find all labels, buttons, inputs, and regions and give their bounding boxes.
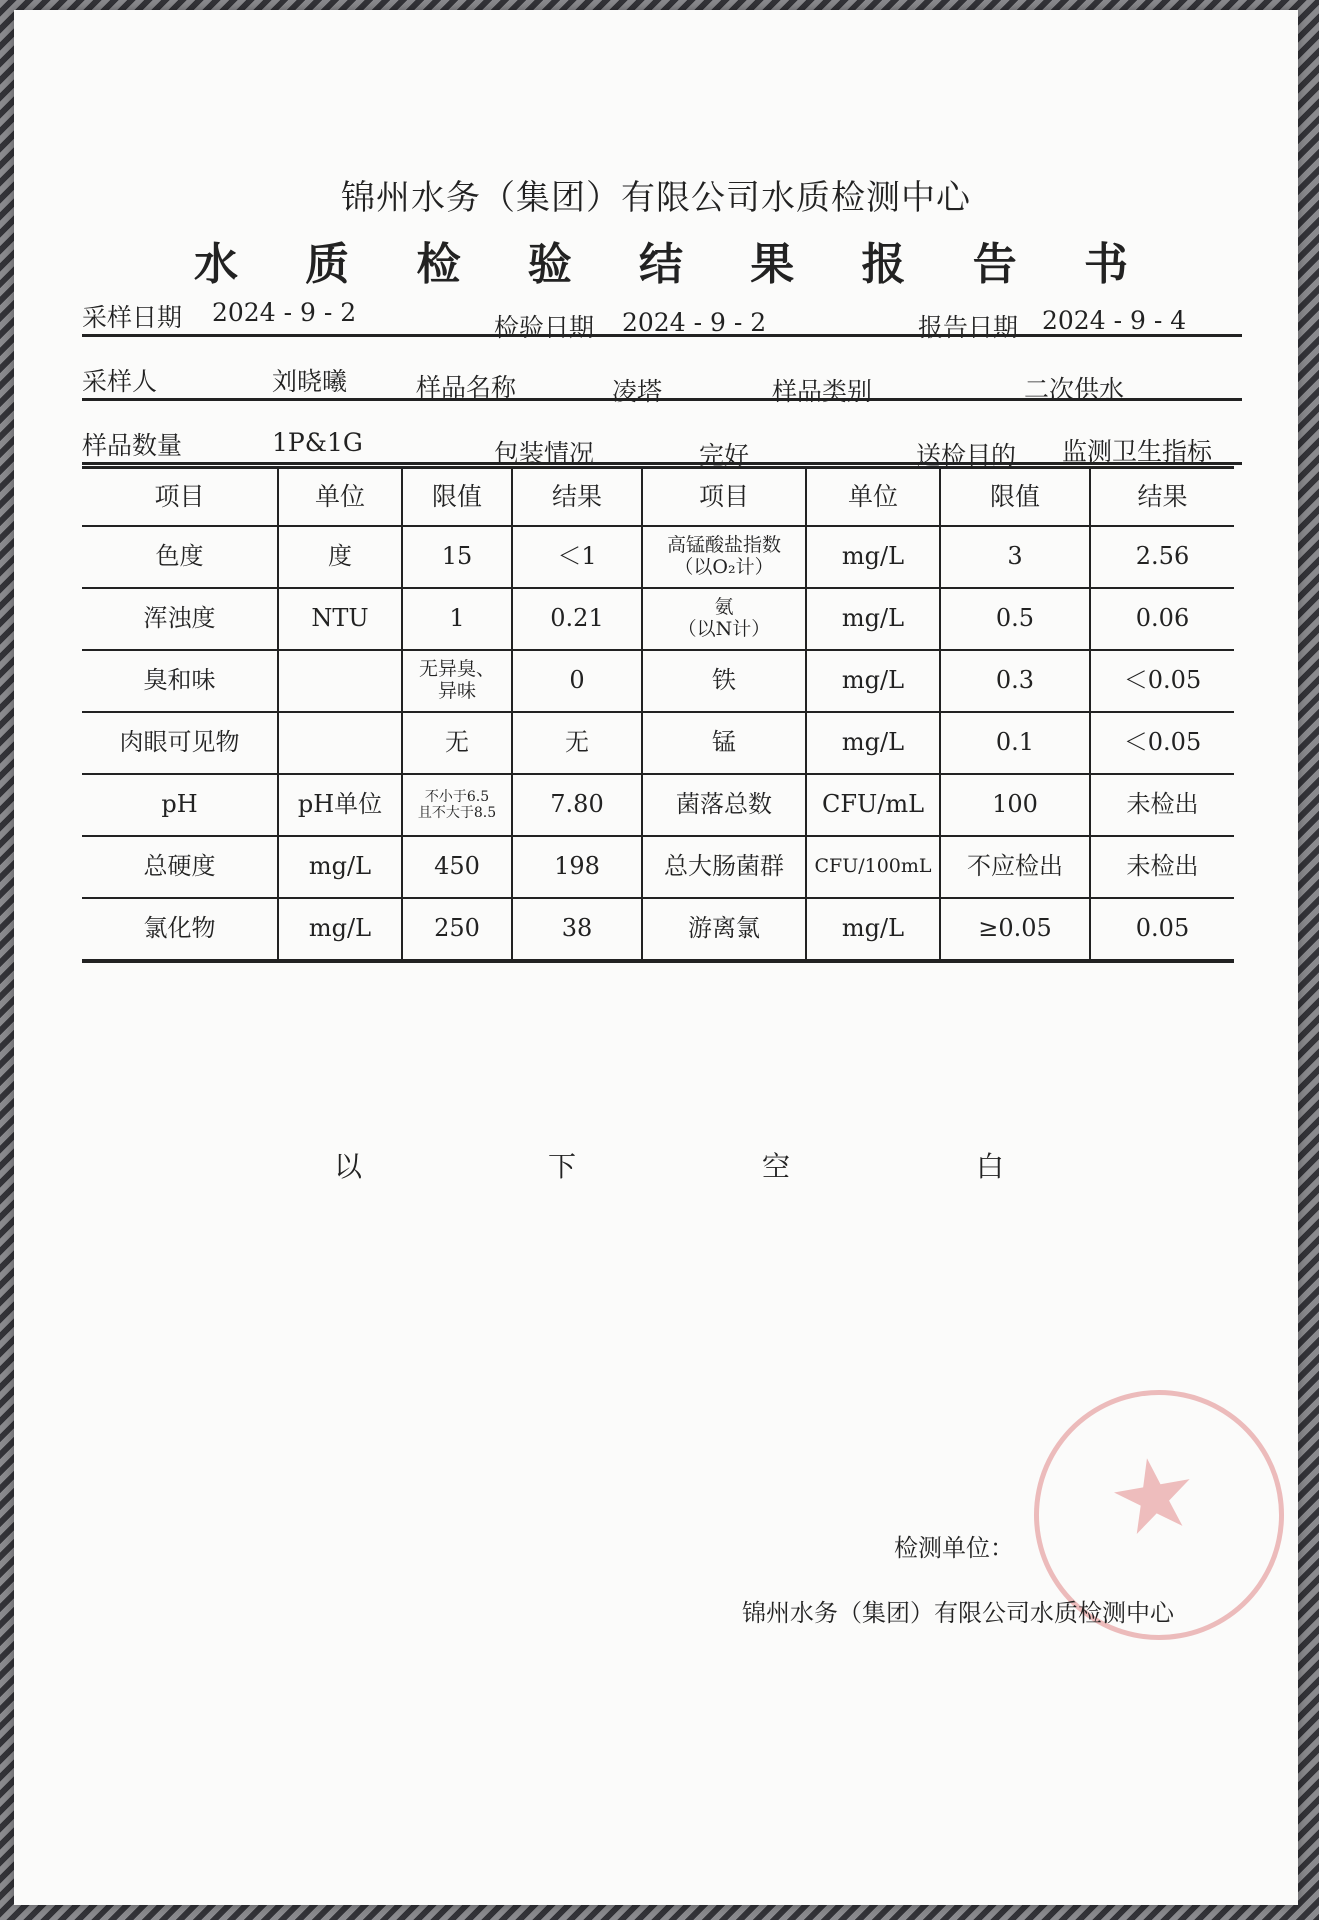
- sample-date-label: 采样日期: [82, 303, 183, 332]
- limit-cell: 1: [402, 588, 512, 650]
- unit-cell: mg/L: [806, 526, 940, 588]
- unit-cell: mg/L: [806, 712, 940, 774]
- item-cell: 氯化物: [82, 898, 278, 961]
- blank-note-char: 白: [975, 1150, 1004, 1183]
- title-char: 结: [639, 239, 683, 290]
- result-cell: 未检出: [1090, 836, 1234, 898]
- result-cell: 2.56: [1090, 526, 1234, 588]
- limit-cell: 不应检出: [940, 836, 1090, 898]
- result-cell: 198: [512, 836, 642, 898]
- limit-cell: ≥0.05: [940, 898, 1090, 961]
- item-cell: 浑浊度: [82, 588, 278, 650]
- column-header: 单位: [278, 468, 402, 527]
- unit-cell: mg/L: [806, 898, 940, 961]
- unit-cell: mg/L: [278, 898, 402, 961]
- report-title: [194, 228, 1128, 292]
- limit-line: 异味: [437, 680, 476, 702]
- limit-cell: 无: [402, 712, 512, 774]
- item-cell: [642, 526, 806, 588]
- sample-date: 2024 - 9 - 2: [212, 298, 357, 327]
- limit-cell: 450: [402, 836, 512, 898]
- item-note: （以N计）: [677, 618, 771, 640]
- issuer-name: 锦州水务（集团）有限公司水质检测中心: [742, 1599, 1174, 1627]
- limit-cell: [402, 774, 512, 836]
- limit-cell: 0.3: [940, 650, 1090, 712]
- divider: [82, 398, 1242, 401]
- issuer-label: 检测单位：: [894, 1534, 1014, 1562]
- test-date: 2024 - 9 - 2: [622, 308, 767, 337]
- sample-name: 凌塔: [612, 377, 663, 406]
- title-char: 告: [972, 239, 1017, 290]
- quantity-label: 样品数量: [82, 431, 183, 460]
- limit-cell: 3: [940, 526, 1090, 588]
- result-cell: 0.21: [512, 588, 642, 650]
- blank-note-char: 以: [334, 1150, 363, 1183]
- item-cell: [642, 588, 806, 650]
- meta-row-dates: [82, 298, 1242, 342]
- quantity: 1P&1G: [272, 428, 363, 457]
- result-cell: 未检出: [1090, 774, 1234, 836]
- blank-note-char: 空: [761, 1150, 790, 1183]
- limit-cell: 15: [402, 526, 512, 588]
- table-row: [82, 588, 1234, 650]
- unit-cell: mg/L: [278, 836, 402, 898]
- sample-name-label: 样品名称: [416, 373, 517, 402]
- item-cell: 游离氯: [642, 898, 806, 961]
- table-row: [82, 836, 1234, 898]
- test-date-label: 检验日期: [494, 313, 595, 342]
- unit-cell: 度: [278, 526, 402, 588]
- item-cell: 臭和味: [82, 650, 278, 712]
- result-cell: 38: [512, 898, 642, 961]
- limit-cell: 100: [940, 774, 1090, 836]
- report-page: [14, 10, 1298, 1905]
- purpose-label: 送检目的: [916, 441, 1017, 470]
- result-cell: 0: [512, 650, 642, 712]
- limit-cell: 0.1: [940, 712, 1090, 774]
- report-date-label: 报告日期: [918, 313, 1019, 342]
- unit-cell: [278, 712, 402, 774]
- sample-type-label: 样品类别: [772, 377, 873, 406]
- title-char: 书: [1084, 239, 1128, 290]
- column-header: 结果: [512, 468, 642, 527]
- packaging-label: 包装情况: [494, 439, 595, 468]
- limit-cell: [402, 650, 512, 712]
- result-cell: 0.05: [1090, 898, 1234, 961]
- item-name: 高锰酸盐指数: [666, 534, 781, 557]
- table-row: [82, 650, 1234, 712]
- limit-line: 无异臭、: [418, 658, 495, 681]
- packaging: 完好: [699, 441, 750, 470]
- table-row: [82, 526, 1234, 588]
- title-char: 果: [750, 239, 795, 290]
- column-header: 单位: [806, 468, 940, 527]
- org-header: 锦州水务（集团）有限公司水质检测中心: [341, 178, 971, 218]
- item-name: 氨: [714, 596, 734, 619]
- unit-cell: CFU/mL: [806, 774, 940, 836]
- report-date: 2024 - 9 - 4: [1042, 306, 1187, 335]
- unit-cell: CFU/100mL: [806, 836, 940, 898]
- sampler-label: 采样人: [82, 367, 158, 396]
- item-cell: 锰: [642, 712, 806, 774]
- title-char: 质: [305, 239, 350, 290]
- limit-line: 且不大于8.5: [417, 805, 497, 821]
- divider: [82, 334, 1242, 337]
- table-header-row: [82, 468, 1234, 527]
- item-note: （以O₂计）: [674, 556, 774, 578]
- result-cell: ＜0.05: [1090, 650, 1234, 712]
- table-row: [82, 774, 1234, 836]
- divider: [82, 462, 1242, 465]
- result-cell: ＜0.05: [1090, 712, 1234, 774]
- column-header: 结果: [1090, 468, 1234, 527]
- sample-type: 二次供水: [1024, 375, 1125, 404]
- result-cell: 无: [512, 712, 642, 774]
- column-header: 限值: [940, 468, 1090, 527]
- meta-row-packaging: [82, 426, 1242, 470]
- table-row: [82, 898, 1234, 961]
- sampler: 刘晓曦: [272, 367, 348, 396]
- item-cell: 菌落总数: [642, 774, 806, 836]
- unit-cell: NTU: [278, 588, 402, 650]
- item-cell: 总大肠菌群: [642, 836, 806, 898]
- item-cell: 铁: [642, 650, 806, 712]
- limit-cell: 250: [402, 898, 512, 961]
- result-cell: 7.80: [512, 774, 642, 836]
- unit-cell: [278, 650, 402, 712]
- title-char: 检: [416, 239, 461, 290]
- column-header: 限值: [402, 468, 512, 527]
- column-header: 项目: [82, 468, 278, 527]
- meta-row-sample: [82, 362, 1242, 406]
- item-cell: pH: [82, 774, 278, 836]
- item-cell: 色度: [82, 526, 278, 588]
- column-header: 项目: [642, 468, 806, 527]
- limit-line: 不小于6.5: [424, 788, 490, 805]
- purpose: 监测卫生指标: [1062, 437, 1213, 466]
- title-char: 水: [194, 239, 238, 290]
- item-cell: 总硬度: [82, 836, 278, 898]
- unit-cell: pH单位: [278, 774, 402, 836]
- result-cell: ＜1: [512, 526, 642, 588]
- blank-note-char: 下: [547, 1150, 576, 1183]
- title-char: 验: [527, 239, 572, 290]
- seal-star-icon: [1108, 1451, 1201, 1544]
- unit-cell: mg/L: [806, 650, 940, 712]
- limit-cell: 0.5: [940, 588, 1090, 650]
- results-table: [82, 466, 1234, 963]
- result-cell: 0.06: [1090, 588, 1234, 650]
- unit-cell: mg/L: [806, 588, 940, 650]
- table-row: [82, 712, 1234, 774]
- blank-below-note: [334, 1145, 1004, 1185]
- title-char: 报: [861, 239, 906, 290]
- item-cell: 肉眼可见物: [82, 712, 278, 774]
